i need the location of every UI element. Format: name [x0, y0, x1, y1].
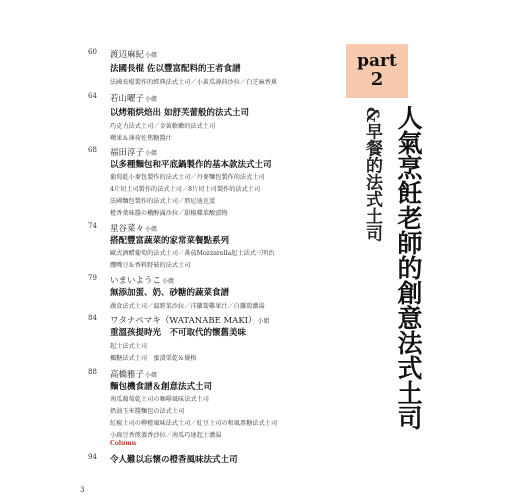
entry-title: 以烤箱烘焙出 如舒芙蕾般的法式土司 [110, 108, 249, 118]
entry-subtitle: 紅椒土司の柳橙風味法式土司／紅豆土司の和風黑糖法式土司 [110, 420, 278, 427]
author-name: 高橋雅子 [110, 370, 145, 380]
entry-subtitle: 歐式酒醋葡萄的法式土司／番茄Mozzarella起士法式三明治 [110, 250, 275, 257]
entry-page-number: 79 [88, 274, 97, 282]
entry-subtitle: 鷹嘴豆＆香料野菇的法式土司 [110, 262, 191, 269]
entry-subtitle: 南瓜葡萄乾土司の咖啡風味法式土司 [110, 396, 209, 403]
author-name: 福田淳子 [110, 148, 145, 158]
author-name: 渡辺麻紀 [110, 50, 145, 60]
entry-page-number: 68 [88, 146, 97, 154]
entry-subtitle: 蔬食法式土司／溫野菜沙拉／洋蘿蔔雞果汁／白蘿蔔濃湯 [110, 303, 265, 310]
entry-author [110, 48, 157, 60]
column-label: Column [110, 440, 137, 447]
author-name: ワタナベマキ（WATANABE MAKI） [110, 316, 257, 326]
entry-subtitle: 橙香葉味醬の穠醇滿沙拉／甜椒雞菜酸漬物 [110, 210, 228, 217]
entry-subtitle: 蘋果＆薄荷佐焦糖醬汁 [110, 135, 172, 142]
entry-author [110, 222, 157, 234]
entry-subtitle: 法國長棍製作的經典法式土司／小黃瓜薄荷沙拉／白芝麻香蕉 [110, 79, 278, 86]
author-honorific: 小姐 [145, 96, 158, 103]
entry-subtitle: 起士法式土司 [110, 343, 148, 350]
part-title-vertical: 人氣烹飪老師的創意法式土司 [394, 105, 423, 430]
entry-page-number: 64 [88, 92, 97, 100]
author-honorific: 小姐 [145, 150, 158, 157]
entry-title: 令人難以忘懷の橙香風味法式土司 [110, 455, 238, 465]
entry-page-number: 60 [88, 48, 97, 56]
part-number: 2 [370, 69, 384, 90]
part-label-box [346, 44, 408, 98]
entry-subtitle: 葡萄乾小麥包製作的法式土司／丹麥麵包製作的法式土司 [110, 174, 265, 181]
entry-subtitle: 小扁豆香煎蒸香沙拉／南瓜巧達起士濃湯 [110, 432, 222, 439]
part-subtitle-vertical: &早餐的法式土司 [362, 107, 382, 242]
author-name: 若山曜子 [110, 94, 145, 104]
entry-title: 以多種麵包和平底鍋製作的基本款法式土司 [110, 160, 272, 170]
entry-title: 搭配豐富蔬菜的家常菜餐點系列 [110, 236, 230, 246]
entry-title: 麵包機食譜＆創意法式土司 [110, 382, 213, 392]
part-word: part [357, 51, 397, 71]
author-honorific: 小姐 [162, 278, 175, 285]
entry-author [110, 92, 157, 104]
entry-subtitle: 奶油玉米醬麵包の法式土司 [110, 408, 185, 415]
page-number: 3 [80, 486, 85, 494]
entry-title: 無添加蛋、奶、砂糖的蔬菜食譜 [110, 288, 230, 298]
entry-title: 法國長棍 佐以豐富配料的王者食譜 [110, 64, 241, 74]
author-honorific: 小姐 [145, 226, 158, 233]
entry-author [110, 274, 174, 286]
entry-page-number: 88 [88, 368, 97, 376]
entry-author [110, 314, 270, 326]
entry-author [110, 146, 157, 158]
entry-page-number: 94 [88, 453, 97, 461]
entry-page-number: 74 [88, 222, 97, 230]
entry-page-number: 84 [88, 314, 97, 322]
entry-subtitle: 法國麵包製作的法式土司／煎尼迪克蛋 [110, 198, 216, 205]
entry-author [110, 368, 157, 380]
entry-subtitle: 4片切土司製作的法式土司／8片切土司製作的法式土司 [110, 186, 261, 193]
entry-title: 重溫孩提時光 不可取代的懷舊美味 [110, 328, 247, 338]
entry-subtitle: 巧克力法式土司／金黃軟嫩的法式土司 [110, 123, 216, 130]
author-name: 星谷菜々 [110, 224, 145, 234]
author-honorific: 小姐 [145, 52, 158, 59]
author-honorific: 小姐 [145, 372, 158, 379]
entry-subtitle: 楓糖法式土司 蜜漬栗乾＆優格 [110, 355, 197, 362]
author-name: いまいようこ [110, 276, 162, 286]
author-honorific: 小姐 [257, 318, 270, 325]
